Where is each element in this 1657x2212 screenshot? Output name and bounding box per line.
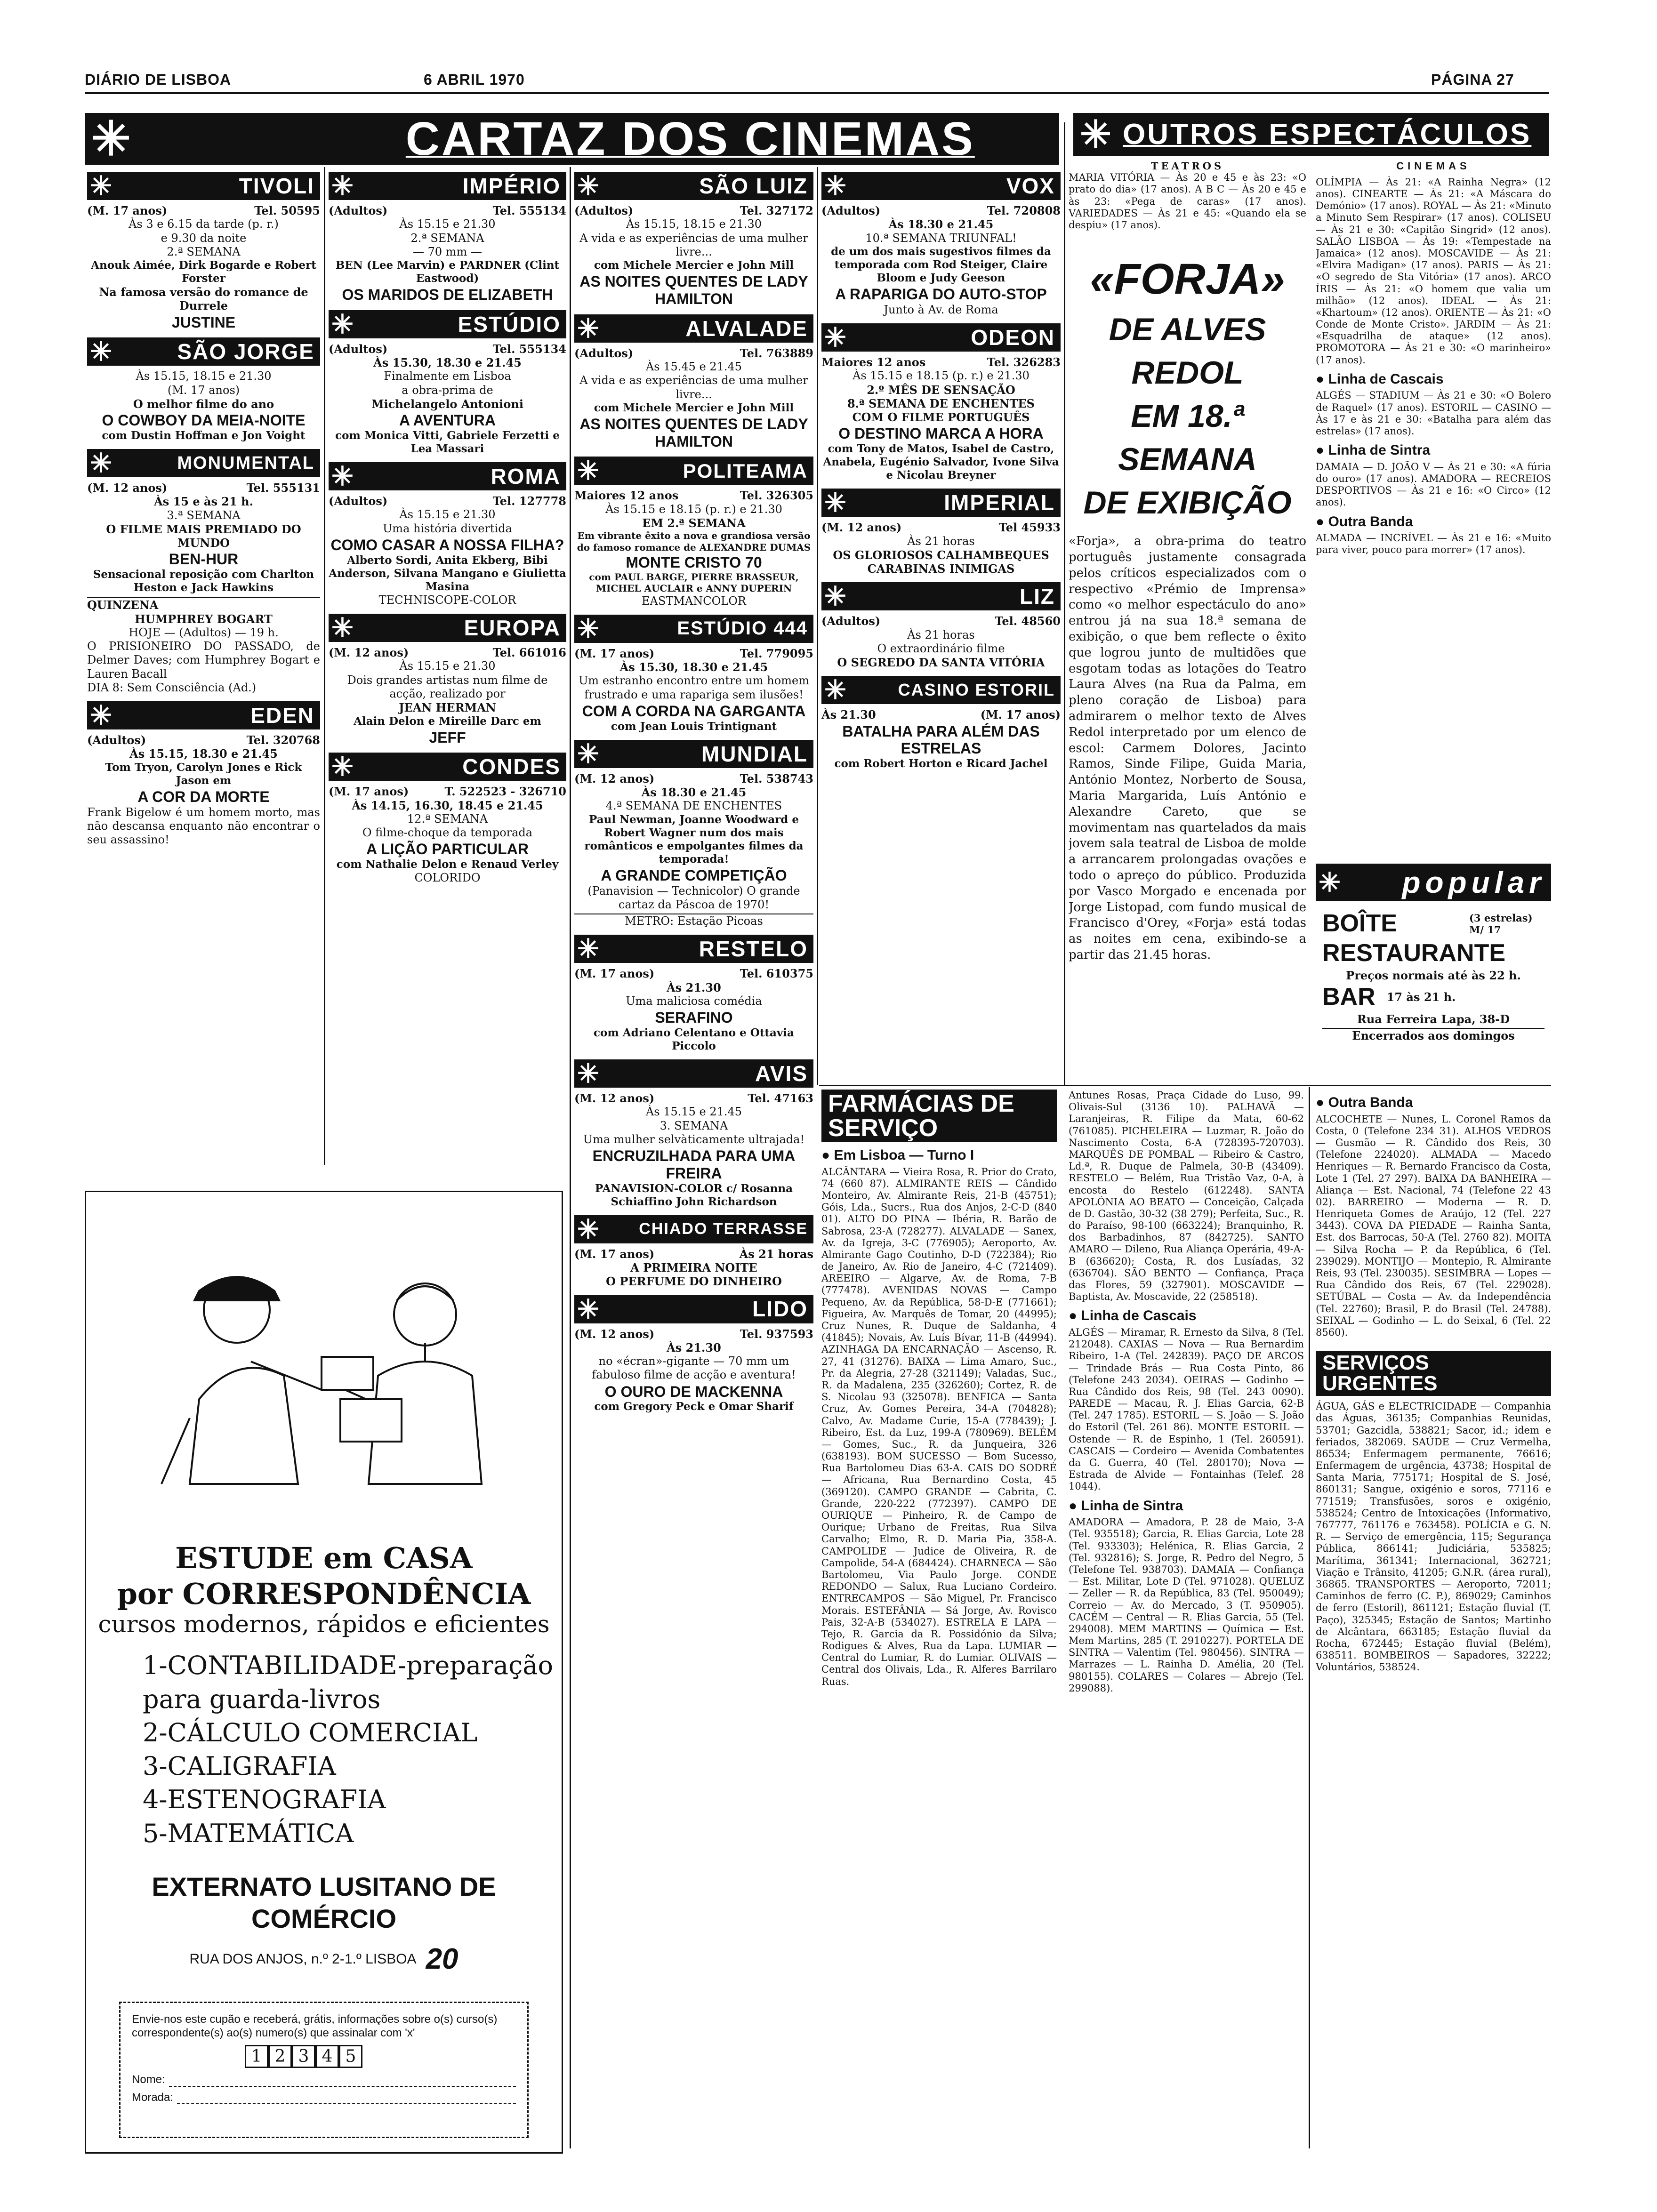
servicos-title: SERVIÇOS URGENTES [1316, 1351, 1551, 1396]
section-rule [819, 1085, 1551, 1086]
cinema-eden: ✳ EDEN (Adultos) Tel. 320768 Às 15.15, 18.30 e 21.45 Tom Tryon, Carolyn Jones e Rick Jason em A COR DA MORTE Frank Bigelow é um homem morto, mas não descansa enquanto não encontrar o seu assassino! [87, 701, 320, 847]
nome-label: Nome: [132, 2073, 165, 2086]
film-title: COMO CASAR A NOSSA FILHA? [330, 536, 564, 553]
film-title: OS MARIDOS DE ELIZABETH [342, 286, 553, 304]
morada-label: Morada: [132, 2091, 174, 2104]
popular-header: ✳ popular [1316, 864, 1551, 901]
asterisk-icon: ✳ [577, 935, 599, 963]
cinema-odeon: ✳ ODEON Maiores 12 anos Tel. 326283 Às 15.15 e 18.15 (p. r.) e 21.30 2.º MÊS DE SENSAÇÃO 8.ª SEMANA DE ENCHENTES COM O FILME PORTUGUÊS O DESTINO MARCA A HORA com Tony de Matos, Isabel de Castro, Anabela, Eugénio Salvador, Ivone Silva e Nicolau Breyner [821, 323, 1061, 482]
forja-line-3: EM 18.ª SEMANA [1118, 398, 1257, 477]
cinema-estudio-444: ✳ ESTÚDIO 444 (M. 17 anos) Tel. 779095 Às 15.30, 18.30 e 21.45 Um estranho encontro entre um homem frustrado e uma rapariga sem ilusões! COM A CORDA NA GARGANTA com Jean Louis Trintignant [574, 614, 813, 733]
cinema-monumental: ✳ MONUMENTAL (M. 12 anos) Tel. 555131 Às 15 e às 21 h. 3.ª SEMANA O FILME MAIS PREMIADO DO MUNDO BEN-HUR Sensacional reposição com Charlton Heston e Jack Hawkins QUINZENA HUMPHREY BOGART HOJE — (Adultos) — 19 h. O PRISIONEIRO DO PASSADO, de Delmer Daves; com Humphrey Bogart e Lauren Bacall DIA 8: Sem Consciência (Ad.) [87, 449, 320, 694]
forja-title: «FORJA» [1090, 255, 1285, 304]
asterisk-icon: ✳ [577, 1059, 599, 1088]
asterisk-icon: ✳ [90, 449, 112, 478]
asterisk-icon: ✳ [331, 614, 354, 642]
column-divider [570, 167, 571, 2148]
popular-ad: ✳ popular BOÎTE (3 estrelas) M/ 17 RESTAURANTE Preços normais até às 22 h. BAR 17 às 21 h. Rua Ferreira Lapa, 38-D Encerrados aos domingos [1316, 864, 1551, 1061]
cinema-roma: ✳ ROMA (Adultos) Tel. 127778 Às 15.15 e 21.30 Uma história divertida COMO CASAR A NOSSA FILHA? Alberto Sordi, Anita Ekberg, Bibi Anderson, Silvana Mangano e Giulietta Masina TECHNISCOPE-COLOR [329, 462, 566, 607]
morada-field[interactable] [177, 2094, 516, 2104]
course-checkbox[interactable]: 3 [292, 2045, 315, 2068]
school-name: EXTERNATO LUSITANO DE COMÉRCIO [152, 1871, 496, 1934]
coupon [119, 2002, 529, 2138]
asterisk-icon: ✳ [90, 701, 112, 730]
cinema-casino-estoril: ✳ CASINO ESTORIL Às 21.30 (M. 17 anos) BATALHA PARA ALÉM DAS ESTRELAS com Robert Horton e Ricard Jachel [821, 676, 1061, 770]
asterisk-icon: ✳ [90, 172, 112, 200]
course-checkbox[interactable]: 2 [268, 2045, 292, 2068]
newspaper-name: DIÁRIO DE LISBOA [85, 71, 232, 88]
cinema-restelo: ✳ RESTELO (M. 17 anos) Tel. 610375 Às 21.30 Uma maliciosa comédia SERAFINO com Adriano Celentano e Ottavia Piccolo [574, 935, 813, 1052]
asterisk-icon: ✳ [577, 1295, 599, 1323]
cinema-header: ✳ TIVOLI [87, 172, 320, 200]
illustration-postman-icon [143, 1220, 510, 1512]
forja-line-2: DE ALVES REDOL [1109, 312, 1266, 391]
asterisk-icon: ✳ [577, 1215, 599, 1243]
film-title: A LIÇÃO PARTICULAR [366, 841, 529, 858]
linha-cascais-heading: ● Linha de Cascais [1316, 371, 1444, 387]
asterisk-icon: ✳ [824, 323, 846, 352]
cinema-column-1 [87, 172, 320, 1165]
cinema-vox: ✳ VOX (Adultos) Tel. 720808 Às 18.30 e 21.45 10.ª SEMANA TRIUNFAL! de um dos mais sugestivos filmes da temporada com Rod Steiger, Claire Bloom e Judy Geeson A RAPARIGA DO AUTO-STOP Junto à Av. de Roma [821, 172, 1061, 316]
film-title: O COWBOY DA MEIA-NOITE [102, 412, 306, 429]
film-title: MONTE CRISTO 70 [626, 553, 762, 571]
film-title: BEN-HUR [169, 551, 239, 568]
column-divider [324, 167, 325, 1165]
film-title: JEFF [429, 729, 466, 746]
cinema-condes: ✳ CONDES (M. 17 anos) T. 522523 - 326710 Às 14.15, 16.30, 18.45 e 21.45 12.ª SEMANA O filme-choque da temporada A LIÇÃO PARTICULAR com Nathalie Delon e Renaud Verley COLORIDO [329, 753, 566, 885]
film-title: A GRANDE COMPETIÇÃO [601, 866, 787, 884]
forja-column [1069, 160, 1306, 1082]
asterisk-icon: ✳ [90, 337, 112, 366]
course-item: 5-MATEMÁTICA [143, 1818, 354, 1848]
course-checkbox[interactable]: 5 [339, 2045, 362, 2068]
cinema-sao-luiz: ✳ SÃO LUIZ (Adultos) Tel. 327172 Às 15.15, 18.15 e 21.30 A vida e as experiências de uma mulher livre... com Michele Mercier e John Mill AS NOITES QUENTES DE LADY HAMILTON [574, 172, 813, 307]
asterisk-icon: ✳ [331, 753, 354, 781]
film-title: SERAFINO [655, 1009, 733, 1026]
asterisk-icon: ✳ [331, 462, 354, 491]
farmacias-column-1 [821, 1090, 1057, 2148]
course-item: 4-ESTENOGRAFIA [143, 1785, 386, 1815]
cinema-alvalade: ✳ ALVALADE (Adultos) Tel. 763889 Às 15.45 e 21.45 A vida e as experiências de uma mulher livre... com Michele Mercier e John Mill AS NOITES QUENTES DE LADY HAMILTON [574, 314, 813, 450]
asterisk-icon: ✳ [331, 310, 354, 338]
nome-field[interactable] [169, 2076, 516, 2087]
film-title: A AVENTURA [399, 412, 496, 429]
issue-date: 6 ABRIL 1970 [424, 71, 525, 88]
course-item: 1-CONTABILIDADE-preparação para guarda-livros [143, 1651, 554, 1714]
outros-title: OUTROS ESPECTÁCULOS [1123, 118, 1532, 151]
asterisk-icon: ✳ [91, 113, 131, 165]
ad-title-2: por CORRESPONDÊNCIA [117, 1576, 531, 1611]
forja-line-4: DE EXIBIÇÃO [1083, 484, 1292, 521]
servicos-list: ÁGUA, GÁS e ELECTRICIDADE — Companhia das Águas, 36135; Companhias Reunidas, 53701; Gazcidla, 538821; Sacor, id.; idem e feriados, 382069. SAÚDE — Cruz Vermelha, 86534; Enfermagem permanente, 76616; Enfermagem de urgência, 43738; Hospital de Santa Maria, 775171; Hospital de S. José, 860131; Sangue, oxigénio e soros, 77116 e 771519; Transfusões, soros e oxigénio, 538524; Centro de Intoxicações (Informativo, 767777, 761176 e 763458). POLÍCIA e G. N. R. — Serviço de emergência, 115; Segurança Pública, 866141; Judiciária, 535825; Marítima, 361341; Internacional, 362721; Viação e Trânsito, 41205; G.N.R. (área rural), 36865. TRANSPORTES — Aeroporto, 72011; Caminhos de ferro (C. P.), 869029; Caminhos de ferro (Estoril), 861121; Estação fluvial (T. Paço), 325345; Estação de Santos; Martinho de Alcântara, 663185; Estação fluvial da Rocha, 672445; Estação fluvial (Belém), 638511. BOMBEIROS — Sapadores, 32222; Voluntários, 538524. [1316, 1401, 1551, 1673]
teatros-list: MARIA VITÓRIA — Às 20 e 45 e às 23: «O prato do dia» (17 anos). A B C — Às 20 e 45 e às 23: «Pega de caras» (17 anos). VARIEDADES — Às 21 e 45: «Quando ela se despiu» (17 anos). [1069, 172, 1306, 231]
teatros-heading: TEATROS [1150, 160, 1224, 172]
film-title: AS NOITES QUENTES DE LADY HAMILTON [579, 415, 808, 450]
linha-sintra-heading: ● Linha de Sintra [1316, 442, 1431, 458]
farmacias-column-2: Antunes Rosas, Praça Cidade do Luso, 99. Olivais-Sul (3136 10). PALHAVÃ — Laranjeiras, R. Filipe da Mata, 60-62 (761085). PICHELEIRA — Luzmar, R. João do Nascimento Costa, 6-A (728395-720703). MARQUÊS DE POMBAL — Ribeiro & Castro, Ld.ª, R. Duque de Palmela, 30-B (43409). RESTELO — Belém, Rua Tristão Vaz, 0-A, à encosta do Restelo (612248). SANTA APOLÓNIA AO BEATO — Conceição, Calçada de D. Gastão, 30-32 (38 279); Perfeita, Suc., R. do Paraíso, 98-100 (663224); Branquinho, R. dos Barbadinhos, 87 (842725). SANTO AMARO — Dileno, Rua Aliança Operária, 49-A-B (636620); Costa, R. dos Lusíadas, 32 (636704). SÃO BENTO — Confiança, Praça das Flores, 59 (327901). MOSCAVIDE — Baptista, Av. Moscavide, 22 (258518). ● Linha de Cascais ALGÉS — Miramar, R. Ernesto da Silva, 8 (Tel. 212048). CAXIAS — Nova — Rua Bernardim Ribeiro, 1-A (Tel. 242839). PAÇO DE ARCOS — Trindade Brás — Rua Costa Pinto, 86 (Telefone 243 2034). OEIRAS — Godinho — Rua Cândido dos Reis, 98 (Tel. 243 0090). PAREDE — Macau, R. J. Elias Garcia, 62-B (Tel. 247 1785). ESTORIL — S. João — S. João do Estoril (Tel. 261 86). MONTE ESTORIL — Ostende — R. de Espinho, 1 (Tel. 260591). CASCAIS — Cordeiro — Avenida Combatentes da G. Guerra, 40 (Tel. 280170); Nova — Estrada de Alvide — Fontainhas (Telef. 28 1044). ● Linha de Sintra AMADORA — Amadora, P. 28 de Maio, 3-A (Tel. 935518); Garcia, R. Elias Garcia, Lote 28 (Tel. 933303); Helénica, R. Elias Garcia, 2 (Tel. 932816); S. Jorge, R. Pedro del Negro, 5 (Telefone Tel. 938703). DAMAIA — Confiança — Est. Militar, Lote D (Tel. 971028). QUELUZ — Zeller — R. da República, 83 (Tel. 950049); Correio — Av. do Mercado, 3 (T. 950905). CACÉM — Central — R. Elias Garcia, 55 (Tel. 294008). MEM MARTINS — Química — Est. Mem Martins, 285 (T. 2910227). PORTELA DE SINTRA — Valentim (Tel. 980456). SINTRA — Marrazes — L. Rainha D. Amélia, 20 (Tel. 980155). COLARES — Colares — Abrejo (Tel. 299088). [1069, 1090, 1304, 1694]
asterisk-icon: ✳ [577, 739, 599, 768]
cinema-europa: ✳ EUROPA (M. 12 anos) Tel. 661016 Às 15.15 e 21.30 Dois grandes artistas num filme de acção, realizado por JEAN HERMAN Alain Delon e Mireille Darc em JEFF [329, 614, 566, 746]
ad-subtitle: cursos modernos, rápidos e eficientes [98, 1611, 550, 1638]
course-checkbox[interactable]: 1 [245, 2045, 268, 2068]
header-rule [85, 92, 1549, 94]
asterisk-icon: ✳ [824, 489, 846, 517]
farmacias-banda-heading: ● Outra Banda [1316, 1095, 1413, 1110]
coupon-text: Envie-nos este cupão e receberá, grátis, informações sobre o(s) curso(s) correspondente(s) ao(s) numero(s) que assinalar com 'x' [132, 2013, 498, 2040]
school-advertisement [85, 1191, 563, 2154]
cinema-imperio: ✳ IMPÉRIO (Adultos) Tel. 555134 Às 15.15 e 21.30 2.ª SEMANA — 70 mm — BEN (Lee Marvin) e PARDNER (Clint Eastwood) OS MARIDOS DE ELIZABETH [329, 172, 566, 304]
cinema-column-4 [821, 172, 1061, 1085]
cinema-column-2 [329, 172, 566, 1165]
cartaz-banner [85, 113, 1059, 165]
cinema-politeama: ✳ POLITEAMA Maiores 12 anos Tel. 326305 Às 15.15 e 18.15 (p. r.) e 21.30 EM 2.ª SEMANA Em vibrante êxito a nova e grandiosa versão do famoso romance de ALEXANDRE DUMAS MONTE CRISTO 70 com PAUL BARGE, PIERRE BRASSEUR, MICHEL AUCLAIR e ANNY DUPERIN EASTMANCOLOR [574, 457, 813, 608]
cinema-lido: ✳ LIDO (M. 12 anos) Tel. 937593 Às 21.30 no «écran»-gigante — 70 mm um fabuloso filme de acção e aventura! O OURO DE MACKENNA com Gregory Peck e Omar Sharif [574, 1295, 813, 1413]
film-title: A RAPARIGA DO AUTO-STOP [835, 285, 1047, 303]
cinema-chiado-terrasse: ✳ CHIADO TERRASSE (M. 17 anos) Às 21 horas A PRIMEIRA NOITE O PERFUME DO DINHEIRO [574, 1215, 813, 1289]
column-divider [1309, 1087, 1310, 2148]
asterisk-icon: ✳ [577, 457, 599, 485]
asterisk-icon: ✳ [577, 614, 599, 643]
cinema-tivoli: ✳ TIVOLI (M. 17 anos) Tel. 50595 Às 3 e 6.15 da tarde (p. r.) e 9.30 da noite 2.ª SEMANA Anouk Aimée, Dirk Bogarde e Robert Forster Na famosa versão do romance de Durrele JUSTINE [87, 172, 320, 331]
asterisk-icon: ✳ [577, 172, 599, 200]
course-checkbox[interactable]: 4 [315, 2045, 339, 2068]
cartaz-title: CARTAZ DOS CINEMAS [405, 113, 975, 165]
cinemas-heading: CINEMAS [1396, 160, 1471, 172]
outra-banda-heading: ● Outra Banda [1316, 513, 1413, 529]
cinema-estudio: ✳ ESTÚDIO (Adultos) Tel. 555134 Às 15.30, 18.30 e 21.45 Finalmente em Lisboa a obra-prima de Michelangelo Antonioni A AVENTURA com Monica Vitti, Gabriele Ferzetti e Lea Massari [329, 310, 566, 456]
film-title: O DESTINO MARCA A HORA [838, 425, 1044, 442]
asterisk-icon: ✳ [824, 582, 846, 611]
asterisk-icon: ✳ [1080, 113, 1112, 155]
cinema-imperial: ✳ IMPERIAL (M. 12 anos) Tel 45933 Às 21 horas OS GLORIOSOS CALHAMBEQUES CARABINAS INIMIGAS [821, 489, 1061, 576]
film-title: JUSTINE [171, 313, 236, 331]
postal-code-stamp: 20 [426, 1943, 458, 1976]
farmacias-lisboa-list-cont: Antunes Rosas, Praça Cidade do Luso, 99. Olivais-Sul (3136 10). PALHAVÃ — Laranjeiras, R. Filipe da Mata, 60-62 (761085). PICHELEIRA — Luzmar, R. João do Nascimento Costa, 6-A (728395-720703). MARQUÊS DE POMBAL — Ribeiro & Castro, Ld.ª, R. Duque de Palmela, 30-B (43409). RESTELO — Belém, Rua Tristão Vaz, 0-A, à encosta do Restelo (612248). SANTA APOLÓNIA AO BEATO — Conceição, Calçada de D. Gastão, 30-32 (38 279); Perfeita, Suc., R. do Paraíso, 98-100 (663224); Branquinho, R. dos Barbadinhos, 87 (842725). SANTO AMARO — Dileno, Rua Aliança Operária, 49-A-B (636620); Costa, R. dos Lusíadas, 32 (636704). SÃO BENTO — Confiança, Praça das Flores, 59 (327901). MOSCAVIDE — Baptista, Av. Moscavide, 22 (258518). [1069, 1090, 1304, 1303]
cinema-column-3 [574, 172, 813, 2148]
film-title: AS NOITES QUENTES DE LADY HAMILTON [579, 273, 808, 307]
film-title: BATALHA PARA ALÉM DAS ESTRELAS [842, 722, 1040, 757]
forja-body: «Forja», a obra-prima do teatro português justamente consagrada pelos críticos especializados com o respectivo «Prémio de Imprensa» como «o melhor espectáculo do ano» entrou já na sua 18.ª semana de exibição, o que bem reflecte o êxito que logrou junto de multidões que esgotam todas as lotações do Teatro Laura Alves (na Rua da Palma, em pleno coração de Lisboa) para admirarem o melhor texto de Alves Redol interpretado por um elenco de escol: Carmem Dolores, Jacinto Ramos, Sinde Filipe, Guida Maria, António Montez, Norberto de Sousa, Maria Margarida, Luís António e Alexandre Careto, que se movimentam nas quartelados da mais jovem sala teatral de Lisboa de molde a arrancarem prolongadas ovações e todo o apreço do público. Produzida por Vasco Morgado e encenada por Jorge Listopad, com fundo musical de Francisco d'Orey, «Forja» está todas as noites em cena, exibindo-se a partir das 21.45 horas. [1069, 534, 1306, 962]
cinemas-list: OLÍMPIA — Às 21: «A Rainha Negra» (12 anos). CINEARTE — Às 21: «A Máscara do Demónio» (17 anos). ROYAL — Às 21: «Minuto a Minuto Sem Respirar» (17 anos). COLISEU — Às 21 e 30: «Capitão Singrid» (12 anos). SALÃO LISBOA — Às 19: «Tempestade na Jamaica» (12 anos). MOSCAVIDE — Às 21: «Elvira Madigan» (17 anos). PARIS — Às 21: «O segredo de Sta Vitória» (17 anos). ARCO ÍRIS — Às 21: «O homem que valia um milhão» (12 anos). IDEAL — Às 21: «Khartoum» (12 anos). ORIENTE — Às 21: «O Conde de Monte Cristo». JARDIM — Às 21: «Esquadrilha de ataque» (12 anos). PROMOTORA — Às 21 e 30: «O marinheiro» (17 anos). [1316, 176, 1551, 366]
cinema-avis: ✳ AVIS (M. 12 anos) Tel. 47163 Às 15.15 e 21.45 3. SEMANA Uma mulher selvàticamente ultrajada! ENCRUZILHADA PARA UMA FREIRA PANAVISION-COLOR c/ Rosanna Schiaffino John Richardson [574, 1059, 813, 1208]
cinema-mundial: ✳ MUNDIAL (M. 12 anos) Tel. 538743 Às 18.30 e 21.45 4.ª SEMANA DE ENCHENTES Paul Newman, Joanne Woodward e Robert Wagner num dos mais românticos e empolgantes filmes da temporada! A GRANDE COMPETIÇÃO (Panavision — Technicolor) O grande cartaz da Páscoa de 1970! METRO: Estação Picoas [574, 739, 813, 928]
film-title: O OURO DE MACKENNA [604, 1383, 783, 1400]
lisboa-turno-heading: ● Em Lisboa — Turno I [821, 1147, 974, 1163]
page-number: PÁGINA 27 [1431, 71, 1514, 88]
asterisk-icon: ✳ [1319, 867, 1341, 897]
outros-banner [1073, 113, 1549, 156]
column-divider [1064, 122, 1065, 1085]
cinemas-side-column: CINEMAS OLÍMPIA — Às 21: «A Rainha Negra» (12 anos). CINEARTE — Às 21: «A Máscara do Demónio» (17 anos). ROYAL — Às 21: «Minuto a Minuto Sem Respirar» (17 anos). COLISEU — Às 21 e 30: «Capitão Singrid» (12 anos). SALÃO LISBOA — Às 19: «Tempestade na Jamaica» (12 anos). MOSCAVIDE — Às 21: «Elvira Madigan» (17 anos). PARIS — Às 21: «O segredo de Sta Vitória» (17 anos). ARCO ÍRIS — Às 21: «O homem que valia um milhão» (12 anos). IDEAL — Às 21: «Khartoum» (12 anos). ORIENTE — Às 21: «O Conde de Monte Cristo». JARDIM — Às 21: «Esquadrilha de ataque» (12 anos). PROMOTORA — Às 21 e 30: «O marinheiro» (17 anos). ● Linha de Cascais ALGÉS — STADIUM — Às 21 e 30: «O Bolero de Raquel» (17 anos). ESTORIL — CASINO — Às 17 e às 21 e 30: «Batalha para além das estrelas» (17 anos). ● Linha de Sintra DAMAIA — D. JOÃO V — Às 21 e 30: «A fúria do ouro» (17 anos). AMADORA — RECREIOS DESPORTIVOS — Às 21 e 16: «O Circo» (12 anos). ● Outra Banda ALMADA — INCRÍVEL — Às 21 e 16: «Muito para viver, pouco para morrer» (17 anos). [1316, 160, 1551, 556]
film-title: COM A CORDA NA GARGANTA [582, 702, 806, 720]
asterisk-icon: ✳ [824, 172, 846, 200]
farmacias-column-3: ● Outra Banda ALCOCHETE — Nunes, L. Coronel Ramos da Costa, 0 (Telefone 234 31). ALHOS VEDROS — Gusmão — R. Cândido dos Reis, 30 (Telefone 224020). ALMADA — Macedo Henriques — R. Bernardo Francisco da Costa, Lote 1 (Tel. 27 297). BAIXA DA BANHEIRA — Aliança — Est. Nacional, 74 (Telefone 22 43 02). BARREIRO — Moderna — R. D. Henriqueta Gomes de Araújo, 12 (Tel. 227 3443). COVA DA PIEDADE — Rainha Santa, Est. dos Barrocas, 50-A (Tel. 2760 82). MOITA — Silva Rocha — P. da República, 6 (Tel. 239029). MONTIJO — Montepio, R. Almirante Reis, 93 (Tel. 230035). SESIMBRA — Lopes — Rua Cândido dos Reis, 67 (Tel. 229028). SETÚBAL — Costa — Av. da Independência (Tel. 22760); Brasil, P. do Brasil (Tel. 24788). SEIXAL — Godinho — L. do Seixal, 6 (Tel. 22 8560). SERVIÇOS URGENTES ÁGUA, GÁS e ELECTRICIDADE — Companhia das Águas, 36135; Companhias Reunidas, 53701; Gazcidla, 538821; Sacor, id.; idem e feriados, 382069. SAÚDE — Cruz Vermelha, 86534; Enfermagem permanente, 76616; Enfermagem de urgência, 43738; Hospital de Santa Maria, 775171; Hospital de S. José, 860131; Sangue, oxigénio e soros, 77116 e 771519; Transfusões, soros e oxigénio, 538524; Centro de Intoxicações (Informativo, 767777, 761176 e 763458). POLÍCIA e G. N. R. — Serviço de emergência, 115; Segurança Pública, 866141; Judiciária, 535825; Marítima, 361341; Internacional, 362721; Viação e Trânsito, 41205; G.N.R. (área rural), 36865. TRANSPORTES — Aeroporto, 72011; Caminhos de ferro (C. P.), 869029; Caminhos de ferro (Estoril), 861121; Estação fluvial (T. Paço), 325345; Estação de Santos; Martinho de Alcântara, 663185; Estação fluvial da Rocha, 672445; Estação fluvial (Belém), 638511. BOMBEIROS — Sapadores, 32222; Voluntários, 538524. [1316, 1095, 1551, 1673]
cinema-liz: ✳ LIZ (Adultos) Tel. 48560 Às 21 horas O extraordinário filme O SEGREDO DA SANTA VITÓRIA [821, 582, 1061, 670]
ad-title-1: ESTUDE em CASA [175, 1541, 473, 1575]
column-divider [817, 167, 818, 1085]
asterisk-icon: ✳ [577, 314, 599, 343]
cinema-sao-jorge: ✳ SÃO JORGE Às 15.15, 18.15 e 21.30 (M. 17 anos) O melhor filme do ano O COWBOY DA MEIA-NOITE com Dustin Hoffman e Jon Voight [87, 337, 320, 442]
course-item: 2-CÁLCULO COMERCIAL [143, 1717, 478, 1747]
course-item: 3-CALIGRAFIA [143, 1751, 336, 1781]
farmacias-title: FARMÁCIAS DE SERVIÇO [821, 1090, 1057, 1142]
film-title: A COR DA MORTE [137, 788, 270, 805]
farmacias-cascais-heading: ● Linha de Cascais [1069, 1308, 1197, 1324]
school-address: RUA DOS ANJOS, n.º 2-1.º LISBOA [189, 1951, 417, 1967]
asterisk-icon: ✳ [331, 172, 354, 200]
film-title: ENCRUZILHADA PARA UMA FREIRA [592, 1147, 796, 1182]
asterisk-icon: ✳ [824, 676, 846, 705]
farmacias-lisboa-list: ALCÂNTARA — Vieira Rosa, R. Prior do Crato, 74 (660 87). ALMIRANTE REIS — Cândido Monteiro, Av. Almirante Reis, 21-B (45751); Góis, Lda., Sucrs., Rua dos Anjos, 2-C-D (840 01). ALTO DO PINA — Ibéria, R. Barão de Sabrosa, 23-A (728277). ALVALADE — Sanex, Av. da Igreja, 3-C (776905); Aeroporto, Av. Almirante Gago Coutinho, D-D (722384); Rio de Janeiro, Av. Rio de Janeiro, 4-C (721409). AREEIRO — Algarve, Av. de Roma, 7-B (777478). AVENIDAS NOVAS — Campo Pequeno, Av. da República, 58-D-E (771661); Figueira, Av. Marquês de Tomar, 20 (44995); Cruz Nunes, R. Duque de Saldanha, 4 (41845); Novais, Av. Luís Bívar, 11-B (44994). AZINHAGA DA ENCARNAÇÃO — Ascenso, R. 27, 41 (31276). BAIXA — Lima Amaro, Suc., Pr. da Alegria, 27-28 (321149); Valadas, Suc., R. da Madalena, 235 (326260); Cortez, R. de S. Nicolau 93 (325078). BENFICA — Santa Cruz, Av. Gomes Pereira, 34-A (704828); Calvo, Av. Madame Curie, 15-A (778439); J. Ribeiro, Est. da Luz, 199-A (780969). BELÉM — Gomes, Suc., R. da Junqueira, 326 (638193). BOM SUCESSO — Bom Sucesso, Rua Bartolomeu Dias 63-A. CAIS DO SODRÉ — Africana, Rua Bernardino Costa, 45 (369120). CAMPO GRANDE — Cabrita, C. Grande, 220-222 (772397). CAMPO DE OURIQUE — Pinheiro, R. de Campo de Ourique; Urbano de Freitas, Rua Silva Carvalho; Elmo, R. D. Maria Pia, 358-A. CAMPOLIDE — Judice de Oliveira, R. de Campolide, 54-A (684424). CHARNECA — São Bartolomeu, Via Paulo Jorge. CONDE REDONDO — Salux, Rua Luciano Cordeiro. ENTRECAMPOS — São Miguel, Pr. Francisco Morais. ESTEFÂNIA — Sá Jorge, Av. Rovisco Pais, 32-A-B (534027). ESTRELA E LAPA — Tejo, R. Garcia da R. Possidónio da Silva; Rodigues & Alves, Rua da Lapa. LUMIAR — Central do Lumiar, R. do Lumiar. OLIVAIS — Central dos Olivais, Lda., R. Alferes Barrilaro Ruas. [821, 1166, 1057, 1687]
farmacias-sintra-heading: ● Linha de Sintra [1069, 1498, 1183, 1514]
